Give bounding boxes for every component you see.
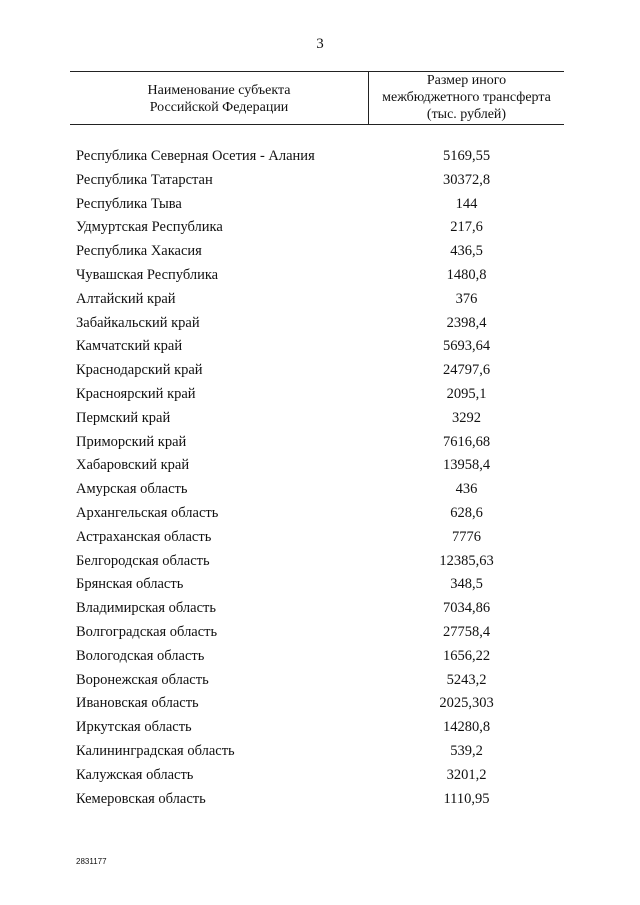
table-row	[0, 454, 640, 478]
table-row	[0, 669, 640, 693]
subject-name: Иркутская область	[76, 719, 192, 736]
table-row	[0, 169, 640, 193]
subject-name: Ивановская область	[76, 695, 199, 712]
subject-name: Вологодская область	[76, 647, 205, 664]
table-row	[0, 716, 640, 740]
subject-name: Камчатский край	[76, 338, 183, 355]
table-body	[0, 145, 640, 811]
subject-name: Астраханская область	[76, 528, 212, 545]
subject-name: Забайкальский край	[76, 314, 200, 331]
transfer-amount: 3201,2	[446, 766, 487, 783]
transfer-amount: 1480,8	[446, 266, 487, 283]
subject-name: Красноярский край	[76, 385, 196, 402]
subject-name: Республика Тыва	[76, 195, 182, 212]
table-row	[0, 193, 640, 217]
table-row	[0, 597, 640, 621]
table-row	[0, 645, 640, 669]
transfer-amount: 24797,6	[442, 362, 491, 379]
table-row	[0, 264, 640, 288]
subject-name: Калужская область	[76, 766, 194, 783]
table-row	[0, 312, 640, 336]
subject-name: Приморский край	[76, 433, 187, 450]
table-row	[0, 621, 640, 645]
transfer-amount: 5693,64	[442, 338, 491, 355]
column-header-amount-line2: межбюджетного трансферта	[382, 90, 551, 105]
transfer-amount: 5169,55	[442, 148, 491, 164]
column-header-subject	[70, 82, 368, 116]
transfer-amount: 1110,95	[443, 790, 490, 807]
transfer-amount: 2398,4	[446, 314, 487, 331]
transfer-amount: 7034,86	[442, 600, 491, 617]
subject-name: Архангельская область	[76, 504, 219, 521]
transfer-amount: 436	[455, 481, 478, 498]
table-row	[0, 145, 640, 169]
table-row	[0, 335, 640, 359]
subject-name: Чувашская Республика	[76, 266, 219, 283]
transfer-amount: 217,6	[450, 219, 483, 236]
transfer-amount: 30372,8	[442, 171, 491, 188]
subject-name: Пермский край	[76, 409, 171, 426]
transfer-amount: 12385,63	[439, 552, 494, 569]
table-header-bottom-rule	[70, 124, 564, 125]
subject-name: Республика Северная Осетия - Алания	[76, 148, 315, 164]
subject-name: Белгородская область	[76, 552, 210, 569]
transfer-amount: 376	[455, 290, 478, 307]
column-header-subject-line1: Наименование субъекта	[147, 83, 291, 98]
transfer-amount: 2025,303	[439, 695, 494, 712]
table-row	[0, 740, 640, 764]
subject-name: Волгоградская область	[76, 623, 218, 640]
table-row	[0, 431, 640, 455]
transfer-amount: 5243,2	[446, 671, 487, 688]
subject-name: Калининградская область	[76, 742, 235, 759]
table-row	[0, 764, 640, 788]
table-row	[0, 692, 640, 716]
transfer-amount: 7616,68	[442, 433, 491, 450]
table-row	[0, 216, 640, 240]
transfer-amount: 2095,1	[446, 385, 487, 402]
subject-name: Республика Татарстан	[76, 171, 213, 188]
table-row	[0, 526, 640, 550]
table-row	[0, 502, 640, 526]
table-row	[0, 383, 640, 407]
table-row	[0, 407, 640, 431]
document-code: 2831177	[76, 857, 107, 866]
column-header-amount-line1: Размер иного	[426, 73, 507, 88]
transfer-amount: 14280,8	[442, 719, 491, 736]
table-row	[0, 359, 640, 383]
transfer-amount: 539,2	[450, 742, 483, 759]
subject-name: Кемеровская область	[76, 790, 206, 807]
transfer-amount: 628,6	[450, 504, 483, 521]
subject-name: Владимирская область	[76, 600, 216, 617]
page-number: 3	[316, 36, 324, 52]
subject-name: Удмуртская Республика	[76, 219, 223, 236]
subject-name: Алтайский край	[76, 290, 176, 307]
table-row	[0, 240, 640, 264]
transfer-amount: 144	[455, 195, 478, 212]
transfer-amount: 3292	[452, 409, 481, 426]
transfer-amount: 348,5	[450, 576, 483, 593]
subject-name: Брянская область	[76, 576, 184, 593]
table-row	[0, 788, 640, 812]
table-row	[0, 550, 640, 574]
transfer-amount: 1656,22	[442, 647, 491, 664]
transfer-amount: 13958,4	[442, 457, 491, 474]
transfer-amount: 27758,4	[442, 623, 491, 640]
column-header-transfer-amount	[369, 72, 564, 123]
table-row	[0, 573, 640, 597]
subject-name: Воронежская область	[76, 671, 209, 688]
column-header-subject-line2: Российской Федерации	[149, 100, 289, 115]
subject-name: Республика Хакасия	[76, 243, 202, 260]
table-row	[0, 478, 640, 502]
subject-name: Хабаровский край	[76, 457, 190, 474]
transfer-amount: 436,5	[450, 243, 483, 260]
subject-name: Амурская область	[76, 481, 188, 498]
column-header-amount-line3: (тыс. рублей)	[426, 107, 507, 122]
subject-name: Краснодарский край	[76, 362, 203, 379]
table-row	[0, 288, 640, 312]
transfer-amount: 7776	[452, 528, 481, 545]
